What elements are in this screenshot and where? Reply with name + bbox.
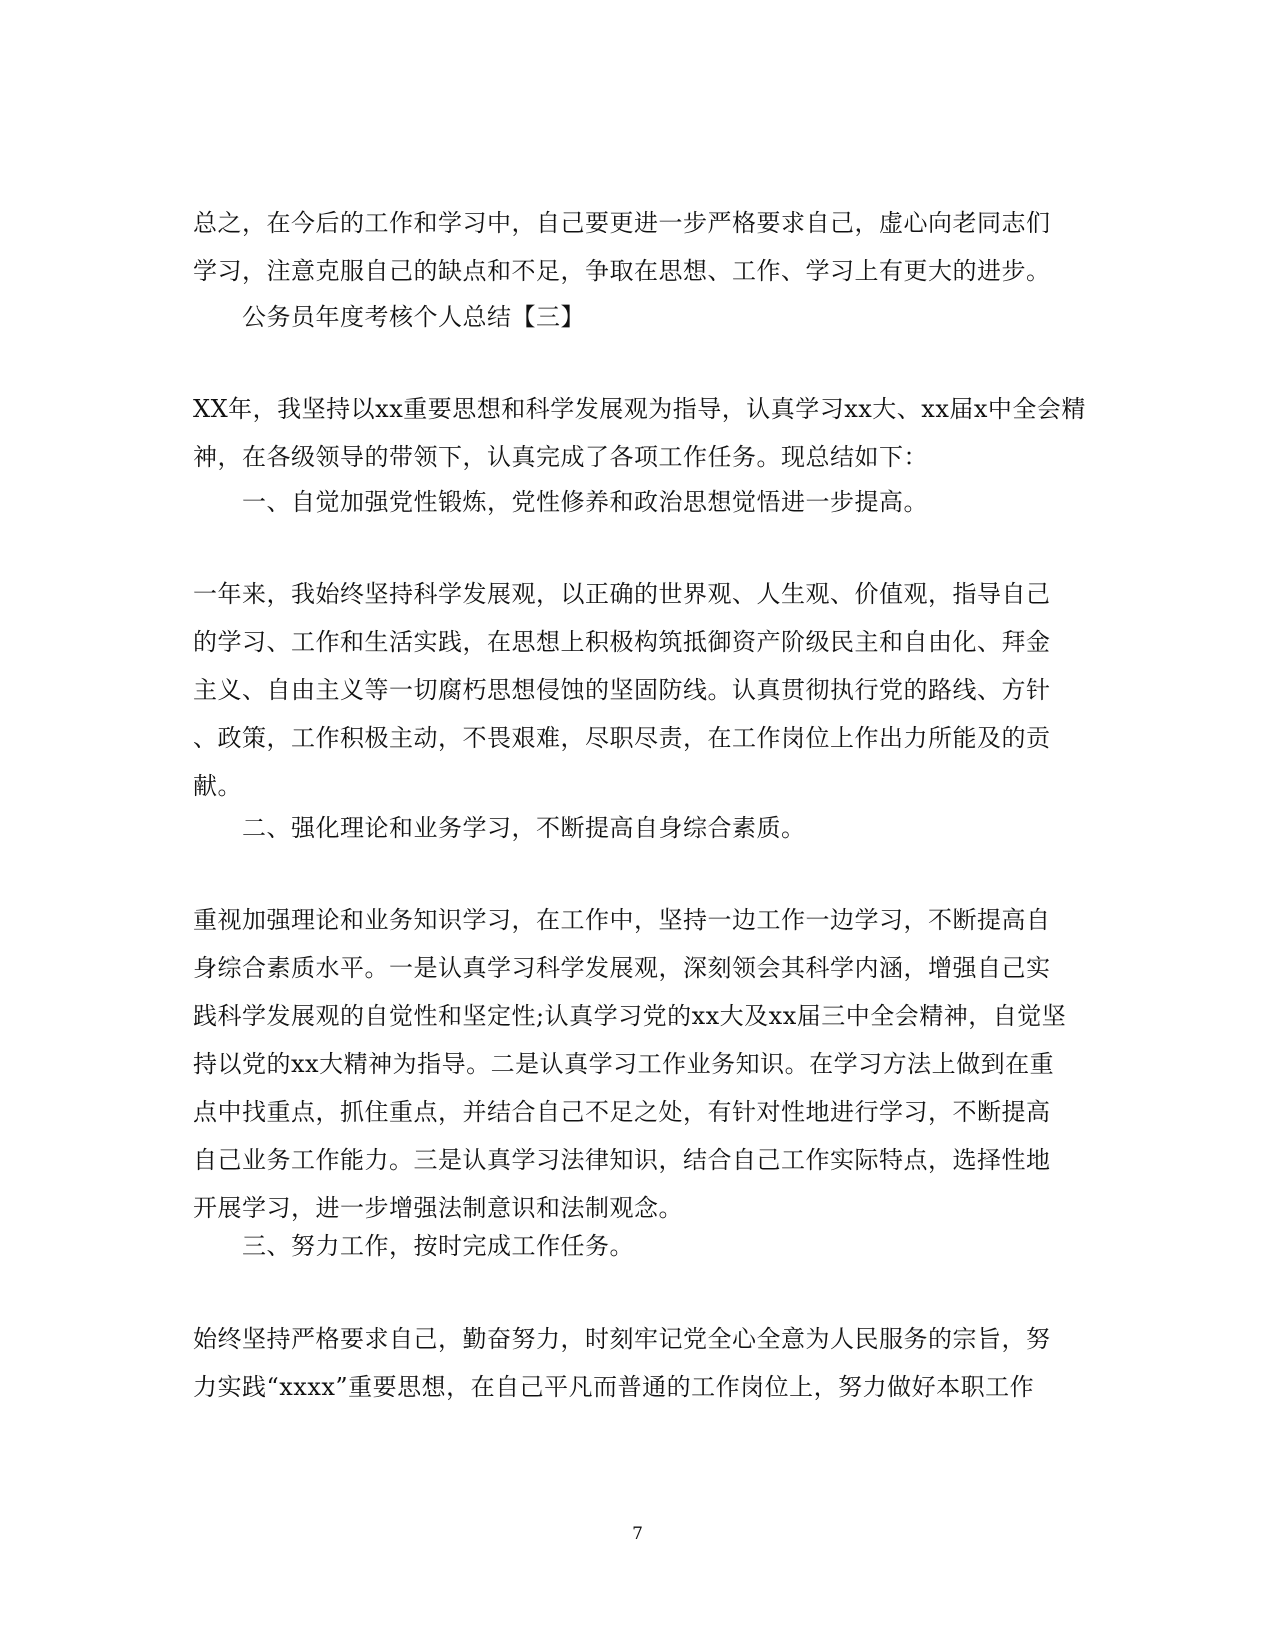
section-heading-1: 一、自觉加强党性锻炼，党性修养和政治思想觉悟进一步提高。 (242, 488, 928, 516)
paragraph-work-tasks (193, 1315, 1088, 1411)
paragraph-line: 、政策，工作积极主动，不畏艰难，尽职尽责，在工作岗位上作出力所能及的贡 (193, 724, 1051, 752)
page-number: 7 (632, 1524, 643, 1544)
paragraph-party-training (193, 570, 1088, 810)
paragraph-intro (193, 385, 1088, 481)
paragraph-line: 力实践“xxxx”重要思想，在自己平凡而普通的工作岗位上，努力做好本职工作 (193, 1373, 1035, 1401)
paragraph-line: 开展学习，进一步增强法制意识和法制观念。 (193, 1194, 683, 1222)
paragraph-line: 一年来，我始终坚持科学发展观，以正确的世界观、人生观、价值观，指导自己 (193, 580, 1051, 608)
section-heading-2: 二、强化理论和业务学习，不断提高自身综合素质。 (242, 814, 806, 842)
paragraph-line: 学习，注意克服自己的缺点和不足，争取在思想、工作、学习上有更大的进步。 (193, 257, 1051, 285)
section-heading-3: 三、努力工作，按时完成工作任务。 (242, 1232, 634, 1260)
paragraph-line: 持以党的xx大精神为指导。二是认真学习工作业务知识。在学习方法上做到在重 (193, 1050, 1055, 1078)
paragraph-conclusion (193, 199, 1088, 295)
paragraph-line: 重视加强理论和业务知识学习，在工作中，坚持一边工作一边学习，不断提高自 (193, 906, 1051, 934)
paragraph-line: 身综合素质水平。一是认真学习科学发展观，深刻领会其科学内涵，增强自己实 (193, 954, 1051, 982)
paragraph-line: 始终坚持严格要求自己，勤奋努力，时刻牢记党全心全意为人民服务的宗旨，努 (193, 1325, 1051, 1353)
paragraph-line: XX年，我坚持以xx重要思想和科学发展观为指导，认真学习xx大、xx届x中全会精 (193, 395, 1086, 423)
paragraph-line: 神，在各级领导的带领下，认真完成了各项工作任务。现总结如下： (193, 443, 928, 471)
section-title: 公务员年度考核个人总结【三】 (242, 303, 585, 331)
paragraph-line: 主义、自由主义等一切腐朽思想侵蚀的坚固防线。认真贯彻执行党的路线、方针 (193, 676, 1051, 704)
paragraph-line: 的学习、工作和生活实践，在思想上积极构筑抵御资产阶级民主和自由化、拜金 (193, 628, 1051, 656)
paragraph-line: 自己业务工作能力。三是认真学习法律知识，结合自己工作实际特点，选择性地 (193, 1146, 1051, 1174)
paragraph-line: 献。 (193, 772, 242, 800)
paragraph-line: 点中找重点，抓住重点，并结合自己不足之处，有针对性地进行学习，不断提高 (193, 1098, 1051, 1126)
paragraph-line: 践科学发展观的自觉性和坚定性;认真学习党的xx大及xx届三中全会精神，自觉坚 (193, 1002, 1067, 1030)
paragraph-theory-study (193, 896, 1088, 1232)
paragraph-line: 总之，在今后的工作和学习中，自己要更进一步严格要求自己，虚心向老同志们 (193, 209, 1051, 237)
